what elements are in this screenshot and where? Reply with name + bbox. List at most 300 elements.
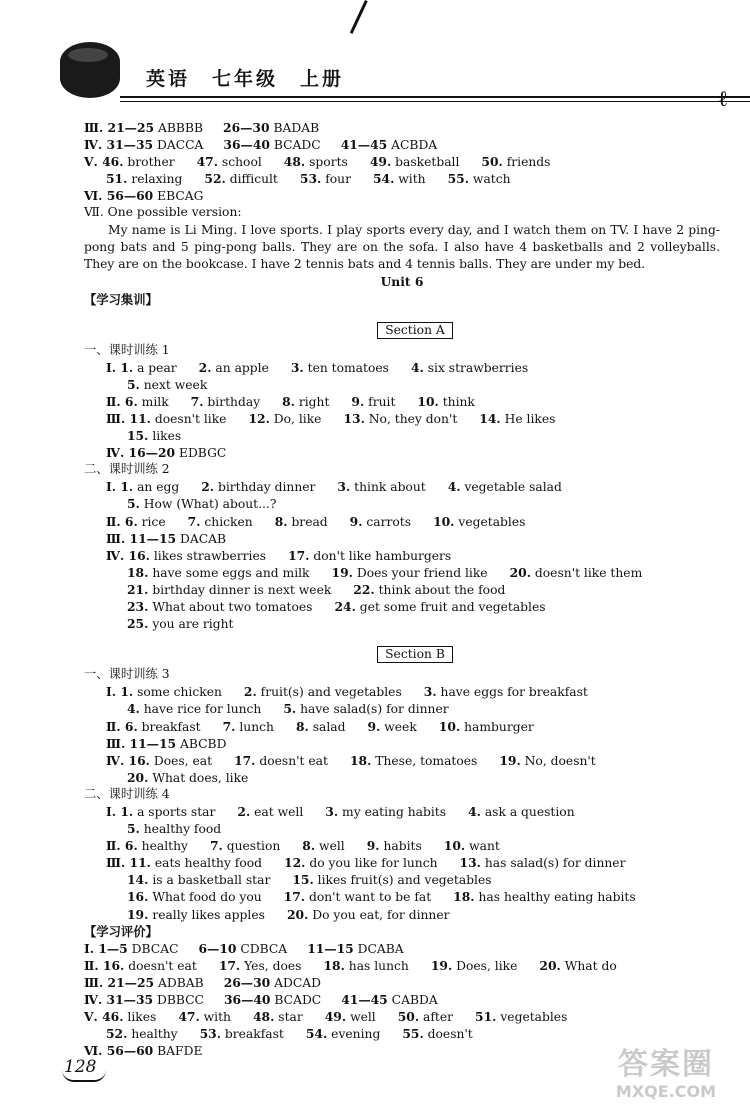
curl-ornament-icon: ℓ	[717, 87, 728, 112]
answer-item	[343, 410, 457, 428]
range-answers: DCABA	[353, 941, 404, 956]
answer-item	[439, 718, 534, 736]
item-answer: bread	[287, 514, 328, 529]
answer-line	[84, 837, 720, 854]
item-answer: What about two tomatoes	[148, 600, 313, 615]
item-answer: an egg	[133, 480, 180, 495]
answer-item	[306, 1025, 380, 1043]
item-answer: birthday	[203, 394, 261, 409]
answer-item	[106, 547, 266, 565]
answer-item	[350, 752, 477, 770]
item-answer: He likes	[500, 412, 556, 427]
answer-item	[325, 1008, 376, 1026]
answer-item	[127, 888, 262, 906]
item-number: 13.	[343, 411, 365, 427]
item-answer: has lunch	[344, 958, 409, 973]
section-heading: 【学习集训】	[84, 291, 158, 307]
item-answer: vegetables	[496, 1010, 568, 1025]
item-answer: six strawberries	[423, 360, 529, 375]
section-box-wrap	[84, 322, 720, 339]
item-answer: rice	[137, 514, 166, 529]
answer-item	[287, 906, 450, 924]
page-number: 128	[64, 1057, 97, 1077]
item-number: 12.	[284, 855, 306, 871]
roman-numeral: Ⅲ.	[106, 530, 130, 546]
item-number: 15.	[292, 872, 314, 888]
item-answer: basketball	[391, 155, 460, 170]
item-number: 12.	[248, 411, 270, 427]
item-number: 15.	[127, 428, 149, 444]
answer-item	[106, 359, 177, 377]
answer-line	[84, 820, 720, 837]
answer-item	[237, 803, 303, 821]
answer-item	[106, 393, 169, 411]
roman-numeral: Ⅳ.	[84, 992, 107, 1008]
item-number: 50.	[397, 1009, 420, 1025]
drumstick-icon	[350, 0, 368, 34]
item-number: 55.	[402, 1026, 424, 1042]
item-number: 8.	[302, 838, 316, 854]
answer-line	[84, 735, 720, 752]
item-answer: have rice for lunch	[139, 702, 262, 717]
answer-item	[475, 1008, 567, 1026]
item-number: 19.	[430, 957, 453, 973]
item-number: 3.	[337, 479, 351, 495]
range-label: 21—25	[107, 974, 155, 990]
watermark-bottom: MXQE.COM	[615, 1082, 717, 1101]
answer-line	[84, 700, 720, 717]
answer-item	[84, 1008, 156, 1026]
item-answer: habits	[379, 839, 422, 854]
item-number: 10.	[433, 513, 455, 529]
item-number: 18.	[453, 889, 475, 905]
range-label: 26—30	[223, 120, 270, 135]
item-answer: think about	[350, 480, 426, 495]
answer-line	[84, 444, 720, 461]
answer-item	[453, 888, 635, 906]
item-number: 20.	[539, 957, 561, 973]
answer-line	[84, 1008, 720, 1025]
item-answer: brother	[123, 155, 175, 170]
answer-item	[479, 410, 555, 428]
item-number: 13.	[459, 855, 481, 871]
item-number: Ⅳ. 16.	[106, 547, 150, 563]
item-number: 3.	[423, 684, 437, 700]
item-answer: Yes, does	[240, 958, 302, 973]
item-number: 24.	[334, 599, 356, 615]
answer-line	[84, 974, 720, 991]
range-label: 26—30	[223, 974, 271, 990]
item-number: 14.	[479, 411, 501, 427]
item-answer: chicken	[200, 514, 253, 529]
item-number: 54.	[372, 171, 395, 187]
answer-item	[350, 513, 411, 531]
answer-line	[84, 376, 720, 393]
answer-item	[373, 170, 426, 188]
answer-line	[84, 478, 720, 495]
item-number: 55.	[447, 171, 470, 187]
item-number: 2.	[237, 803, 251, 819]
item-answer: How (What) about...?	[139, 497, 277, 512]
item-number: Ⅳ. 16.	[106, 752, 150, 768]
range-label: 11—15	[307, 940, 354, 956]
range-answers: DBBCC	[153, 993, 204, 1008]
item-answer: doesn't	[423, 1027, 473, 1042]
item-number: 9.	[366, 838, 380, 854]
header-rule-thin	[120, 101, 750, 102]
item-number: 9.	[349, 513, 363, 529]
answer-item	[291, 359, 389, 377]
answer-item	[481, 153, 550, 171]
answer-item	[106, 718, 201, 736]
range-answers: EBCAG	[153, 189, 204, 204]
item-answer: hamburger	[460, 719, 534, 734]
answer-item	[332, 564, 488, 582]
item-answer: well	[315, 839, 345, 854]
item-number: 10.	[443, 838, 466, 854]
item-answer: watch	[469, 172, 511, 187]
item-answer: friends	[502, 155, 551, 170]
item-number: 48.	[252, 1009, 275, 1025]
answer-item	[448, 478, 562, 496]
item-answer: get some fruit and vegetables	[355, 600, 546, 615]
answer-item	[353, 581, 505, 599]
answer-item	[510, 564, 643, 582]
item-number: 4.	[127, 701, 140, 717]
answer-item	[337, 478, 425, 496]
item-number: 50.	[481, 154, 503, 170]
answer-item	[444, 837, 500, 855]
item-number: Ⅱ. 16.	[84, 957, 125, 973]
answer-item	[244, 683, 402, 701]
answer-item	[282, 393, 329, 411]
item-number: 5.	[127, 821, 140, 837]
range-answers: EDBGC	[175, 446, 227, 461]
range-label: 56—60	[106, 188, 154, 204]
item-answer: sports	[305, 155, 348, 170]
answer-item	[539, 957, 616, 975]
item-number: Ⅰ. 1.	[106, 359, 134, 375]
answer-item	[283, 700, 448, 718]
answer-item	[106, 513, 166, 531]
item-answer: have salad(s) for dinner	[296, 702, 449, 717]
item-number: 20.	[286, 906, 309, 922]
item-number: 19.	[127, 906, 149, 922]
lesson-heading: 二、课时训练 2	[84, 462, 170, 477]
item-number: 17.	[234, 752, 256, 768]
item-answer: likes	[148, 429, 182, 444]
answer-item	[368, 718, 417, 736]
range-label: 41—45	[341, 992, 388, 1008]
item-number: 20.	[509, 564, 531, 580]
item-answer: What do	[560, 958, 617, 973]
item-number: 49.	[369, 154, 392, 170]
item-number: 53.	[199, 1026, 221, 1042]
section-box-wrap	[84, 646, 720, 663]
answer-line	[84, 359, 720, 376]
answer-content	[84, 119, 720, 1059]
answer-item	[323, 957, 408, 975]
roman-numeral: Ⅵ.	[84, 1043, 107, 1059]
item-answer: some chicken	[133, 685, 222, 700]
item-number: 10.	[438, 718, 461, 734]
item-answer: relaxing	[127, 172, 183, 187]
item-number: 7.	[187, 513, 201, 529]
item-number: 7.	[209, 838, 223, 854]
item-number: 4.	[468, 803, 481, 819]
item-answer: Do you eat, for dinner	[308, 907, 450, 922]
range-answers: ABBBB	[154, 121, 204, 135]
answer-line: Ⅶ. One possible version:	[84, 205, 242, 220]
item-number: 4.	[447, 479, 461, 495]
answer-item	[204, 170, 277, 188]
answer-item	[431, 957, 518, 975]
answer-line	[84, 119, 720, 136]
answer-line	[84, 581, 720, 598]
answer-item	[106, 683, 222, 701]
answer-item	[127, 820, 221, 838]
roman-numeral: Ⅲ.	[106, 735, 130, 751]
item-answer: a sports star	[133, 804, 216, 819]
item-answer: have some eggs and milk	[148, 565, 310, 580]
answer-line	[84, 187, 720, 204]
answer-item	[84, 957, 197, 975]
answer-item	[284, 888, 432, 906]
item-number: 3.	[325, 803, 339, 819]
answer-line	[84, 888, 720, 905]
item-answer: birthday dinner	[214, 480, 316, 495]
book-title: 英语 七年级 上册	[146, 68, 345, 90]
answer-item	[210, 837, 280, 855]
item-answer: with	[199, 1010, 231, 1025]
lesson-heading: 二、课时训练 4	[84, 786, 170, 801]
item-answer: well	[346, 1010, 376, 1025]
item-number: Ⅰ. 1.	[106, 803, 134, 819]
item-number: 46.	[102, 154, 124, 170]
drum-icon	[60, 42, 120, 98]
item-number: 19.	[499, 752, 521, 768]
item-answer: right	[294, 394, 330, 409]
item-answer: with	[394, 172, 426, 187]
answer-line	[84, 598, 720, 615]
answer-item	[127, 598, 312, 616]
item-number: 52.	[106, 1026, 128, 1042]
item-answer: healthy	[127, 1027, 178, 1042]
essay-paragraph: My name is Li Ming. I love sports. I play sports every day, and I watch them on TV. I have 2 ping-pong bats and 5 ping-pong balls. They are on the sofa. I also have 4 basketballs and 2 volleyballs. They are on the bookcase. I have 2 tennis bats and 4 tennis balls. They are under my bed.	[84, 222, 720, 272]
answer-item	[300, 170, 351, 188]
range-label: 6—10	[198, 940, 237, 956]
answer-item	[296, 718, 346, 736]
answer-item	[468, 803, 575, 821]
answer-line	[84, 564, 720, 581]
answer-item	[178, 1008, 231, 1026]
item-answer: Does, eat	[149, 753, 213, 768]
answer-item	[370, 153, 460, 171]
item-number: 20.	[127, 769, 149, 785]
answer-item	[433, 513, 525, 531]
section-heading: 【学习评价】	[84, 923, 158, 939]
answer-item	[325, 803, 446, 821]
answer-item	[200, 1025, 284, 1043]
item-answer: don't like hamburgers	[309, 548, 452, 563]
answer-item	[199, 359, 269, 377]
item-answer: eats healthy food	[150, 856, 263, 871]
answer-item	[201, 478, 315, 496]
item-answer: question	[222, 839, 281, 854]
answer-line	[84, 957, 720, 974]
answer-item	[106, 752, 212, 770]
answer-item	[127, 427, 181, 445]
range-label: 16—20	[128, 445, 176, 461]
roman-numeral: Ⅴ.	[84, 154, 103, 170]
answer-line	[84, 136, 720, 153]
answer-line	[84, 170, 720, 187]
answer-item	[234, 752, 328, 770]
answer-item	[302, 837, 344, 855]
range-answers: CDBCA	[236, 941, 288, 956]
answer-item	[219, 957, 302, 975]
answer-item	[102, 153, 175, 171]
answer-item	[398, 1008, 453, 1026]
answer-line	[84, 718, 720, 735]
item-answer: No, doesn't	[520, 753, 596, 768]
answer-item	[127, 564, 310, 582]
answer-item	[127, 769, 248, 787]
answer-item	[288, 547, 451, 565]
item-number: 14.	[127, 872, 149, 888]
answer-line	[84, 991, 720, 1008]
answer-item	[367, 837, 422, 855]
item-answer: is a basketball star	[148, 873, 271, 888]
answer-line	[84, 615, 720, 632]
item-number: 16.	[127, 889, 149, 905]
range-answers: BCADC	[269, 138, 321, 153]
range-answers: ABCBD	[176, 736, 227, 751]
item-answer: do you like for lunch	[305, 856, 438, 871]
roman-numeral: Ⅳ.	[106, 445, 129, 461]
roman-numeral: Ⅲ.	[84, 974, 108, 990]
item-number: Ⅱ. 6.	[106, 718, 138, 734]
answer-item	[411, 359, 528, 377]
item-answer: want	[465, 839, 500, 854]
item-answer: really likes apples	[148, 907, 265, 922]
item-number: 2.	[198, 359, 212, 375]
item-answer: star	[274, 1010, 303, 1025]
item-number: 2.	[243, 684, 257, 700]
answer-item	[334, 598, 545, 616]
item-answer: has healthy eating habits	[474, 890, 636, 905]
item-answer: think	[438, 394, 475, 409]
item-number: 8.	[295, 718, 309, 734]
answer-item	[292, 871, 491, 889]
answer-item	[248, 410, 321, 428]
answer-item	[197, 153, 262, 171]
range-answers: DACAB	[176, 531, 227, 546]
item-number: 52.	[204, 171, 226, 187]
item-number: Ⅱ. 6.	[106, 513, 138, 529]
item-answer: doesn't like them	[531, 565, 643, 580]
watermark-top: 答案圈	[618, 1047, 714, 1082]
item-answer: salad	[308, 719, 346, 734]
item-answer: doesn't eat	[255, 753, 328, 768]
item-answer: likes	[123, 1010, 157, 1025]
item-answer: healthy food	[139, 822, 222, 837]
item-answer: difficult	[225, 172, 278, 187]
range-label: 31—35	[106, 137, 154, 153]
item-number: 18.	[127, 564, 149, 580]
answer-item	[188, 513, 253, 531]
roman-numeral: Ⅳ.	[84, 137, 107, 153]
answer-item	[191, 393, 260, 411]
header-rule	[120, 96, 750, 98]
answer-item	[106, 1025, 178, 1043]
answer-item	[127, 376, 207, 394]
answer-line	[84, 854, 720, 871]
item-answer: eat well	[250, 804, 304, 819]
answer-item	[127, 581, 331, 599]
item-answer: fruit(s) and vegetables	[256, 685, 402, 700]
range-answers: CABDA	[387, 993, 438, 1008]
answer-line	[84, 769, 720, 786]
item-number: 17.	[218, 957, 241, 973]
item-answer: likes strawberries	[149, 548, 267, 563]
item-answer: Does your friend like	[352, 565, 488, 580]
item-number: 8.	[274, 513, 288, 529]
item-answer: think about the food	[374, 582, 506, 597]
watermark-logo	[600, 1048, 732, 1110]
page-header	[60, 0, 750, 110]
answer-item	[223, 718, 274, 736]
item-number: 21.	[127, 581, 149, 597]
item-number: 10.	[417, 393, 439, 409]
answer-item	[127, 871, 270, 889]
range-label: 21—25	[107, 120, 155, 135]
item-number: 9.	[351, 393, 365, 409]
item-number: Ⅰ. 1.	[106, 684, 134, 700]
item-answer: school	[218, 155, 262, 170]
answer-line	[84, 803, 720, 820]
item-answer: ask a question	[480, 804, 575, 819]
answer-item	[127, 906, 265, 924]
answer-item	[106, 837, 188, 855]
answer-item	[460, 854, 626, 872]
answer-item	[106, 478, 179, 496]
item-answer: a pear	[133, 360, 177, 375]
range-answers: BADAB	[269, 121, 320, 135]
answer-line	[84, 906, 720, 923]
page-number-curve	[62, 1070, 106, 1082]
item-number: Ⅰ. 1.	[106, 479, 134, 495]
answer-item	[499, 752, 595, 770]
item-answer: fruit	[364, 394, 396, 409]
item-answer: doesn't eat	[124, 958, 197, 973]
item-number: 48.	[283, 154, 306, 170]
range-answers: DACCA	[153, 138, 204, 153]
answer-item	[448, 170, 511, 188]
item-answer: carrots	[362, 514, 412, 529]
item-number: 19.	[331, 564, 353, 580]
item-answer: an apple	[211, 360, 269, 375]
item-number: 51.	[475, 1009, 497, 1025]
lesson-heading: 一、课时训练 3	[84, 667, 170, 682]
range-answers: ADBAB	[154, 975, 204, 990]
answer-item	[253, 1008, 303, 1026]
item-answer: breakfast	[221, 1027, 284, 1042]
item-answer: evening	[327, 1027, 381, 1042]
answer-item	[127, 700, 261, 718]
answer-line	[84, 683, 720, 700]
answer-item	[351, 393, 395, 411]
